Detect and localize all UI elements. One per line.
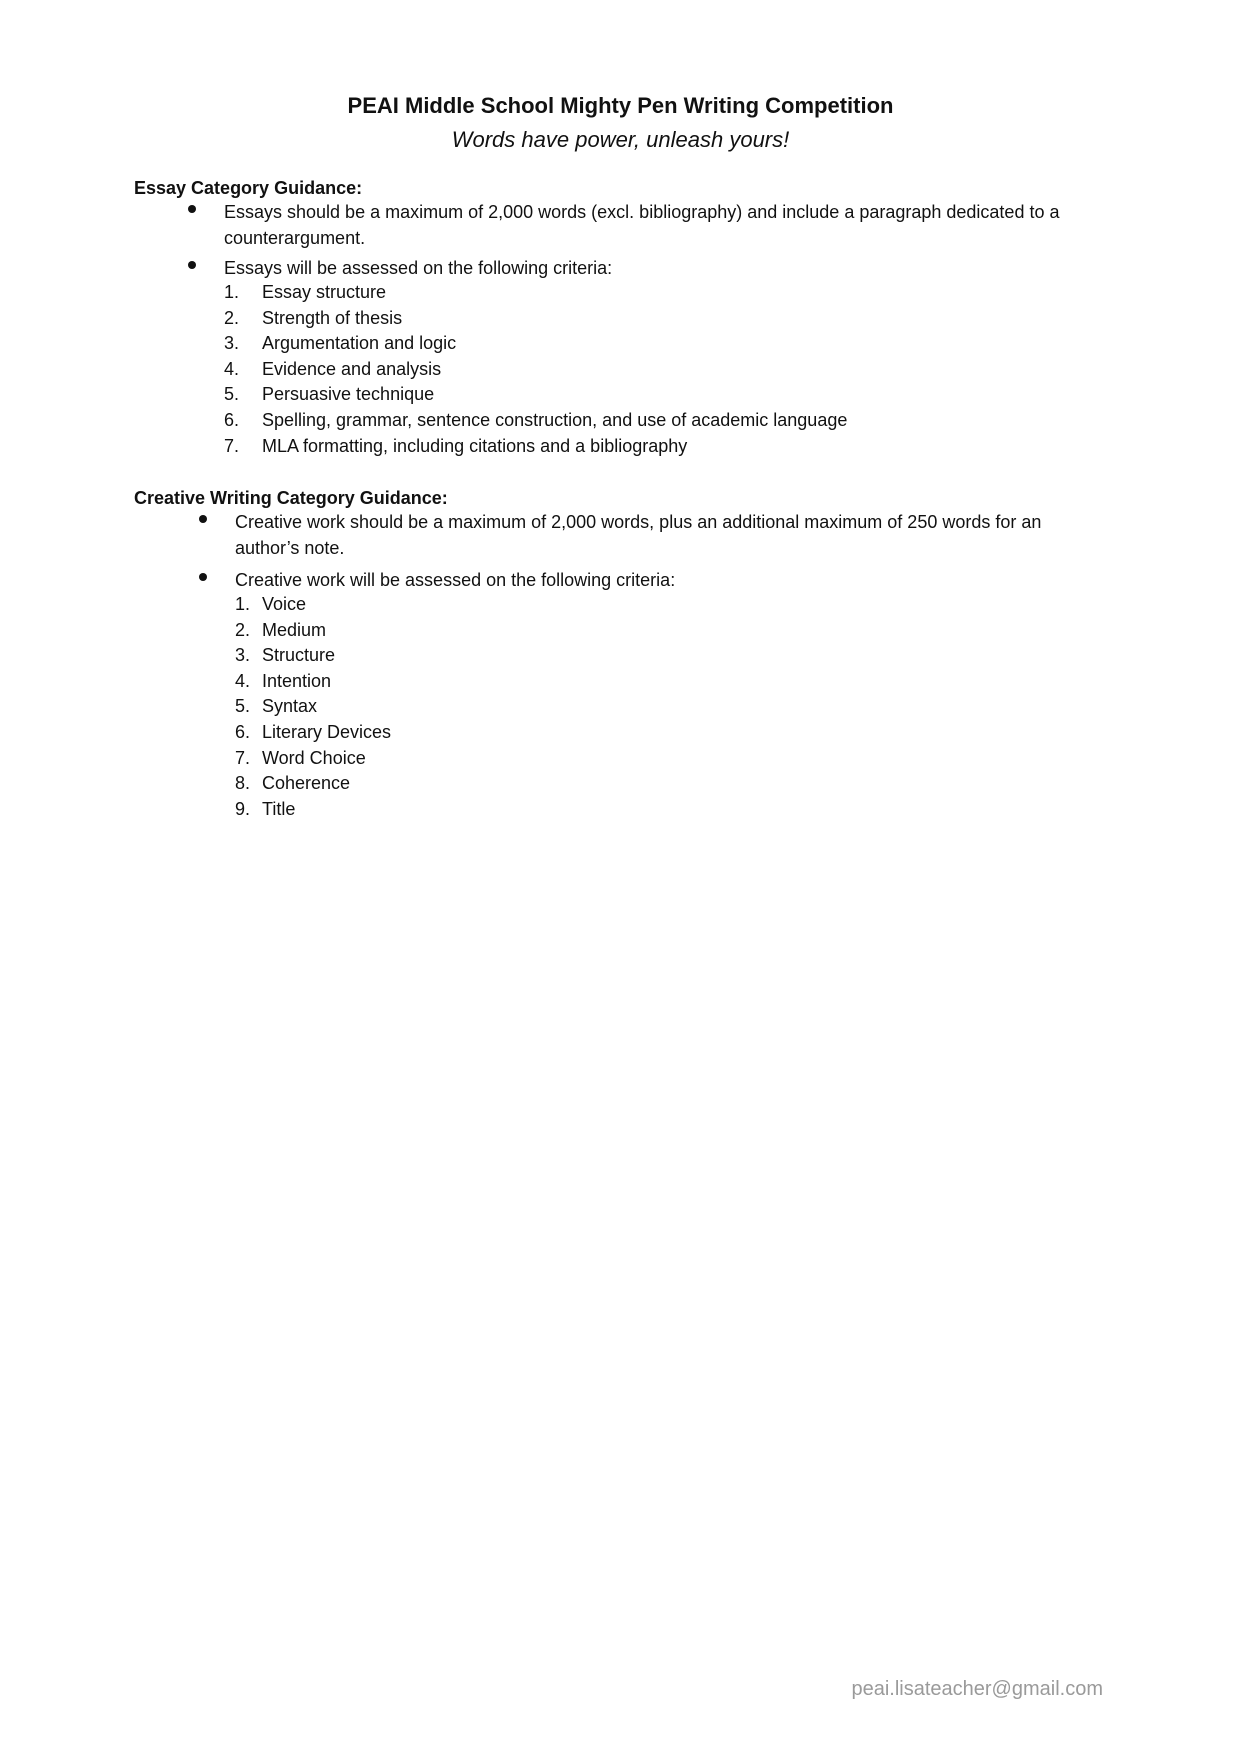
list-number: 5. — [224, 384, 240, 405]
essay-bullet-criteria-intro: Essays will be assessed on the following criteria: — [224, 258, 613, 278]
criterion-label: Syntax — [262, 696, 318, 717]
list-item — [235, 618, 1115, 644]
list-number: 1. — [235, 594, 251, 614]
list-item — [224, 357, 1124, 383]
list-item — [235, 771, 1115, 797]
criterion-label: Argumentation and logic — [262, 333, 457, 354]
list-item — [235, 797, 1115, 823]
criterion-label: Voice — [262, 594, 307, 614]
list-number: 2. — [235, 619, 251, 640]
list-number: 6. — [235, 721, 251, 742]
criterion-label: Spelling, grammar, sentence construction, and use of academic language — [262, 409, 848, 430]
creative-bullet-word-limit: Creative work should be a maximum of 2,000 words, plus an additional maximum of 250 words for an author’s note. — [235, 512, 1042, 558]
footer-email: peai.lisateacher@gmail.com — [851, 1678, 1103, 1700]
list-item — [235, 643, 1115, 669]
list-item — [224, 280, 1124, 306]
bullet-icon — [199, 515, 207, 523]
creative-section-heading: Creative Writing Category Guidance: — [134, 488, 448, 508]
list-item — [224, 382, 1124, 408]
list-number: 8. — [235, 773, 251, 794]
essay-section-heading: Essay Category Guidance: — [134, 178, 363, 198]
list-item — [235, 592, 1115, 618]
list-number: 3. — [224, 333, 240, 354]
list-number: 4. — [235, 670, 251, 691]
list-item — [235, 694, 1115, 720]
list-item — [235, 746, 1115, 772]
criterion-label: Word Choice — [262, 747, 366, 768]
creative-criteria-list — [235, 592, 1115, 822]
bullet-icon — [199, 573, 207, 581]
list-number: 4. — [224, 358, 240, 379]
criterion-label: Medium — [262, 619, 327, 640]
essay-bullet-word-limit: Essays should be a maximum of 2,000 words (excl. bibliography) and include a paragraph dedicated to a counterargument. — [224, 202, 1060, 248]
bullet-icon — [188, 261, 196, 269]
criterion-label: Essay structure — [262, 282, 387, 302]
criterion-label: Persuasive technique — [262, 384, 435, 405]
list-number: 1. — [224, 282, 240, 302]
criterion-label: Structure — [262, 645, 336, 666]
criterion-label: Strength of thesis — [262, 307, 403, 328]
creative-bullet-criteria-intro: Creative work will be assessed on the following criteria: — [235, 570, 676, 590]
criterion-label: Literary Devices — [262, 721, 392, 742]
list-number: 2. — [224, 307, 240, 328]
document-subtitle: Words have power, unleash yours! — [451, 127, 790, 152]
criterion-label: Title — [262, 798, 296, 819]
criterion-label: Evidence and analysis — [262, 358, 442, 379]
list-item — [235, 720, 1115, 746]
criterion-label: Intention — [262, 670, 332, 691]
list-number: 6. — [224, 409, 240, 430]
list-number: 3. — [235, 645, 251, 666]
list-number: 9. — [235, 798, 251, 819]
criterion-label: MLA formatting, including citations and a bibliography — [262, 435, 688, 456]
list-number: 5. — [235, 696, 251, 717]
list-item — [224, 408, 1124, 434]
document-title: PEAI Middle School Mighty Pen Writing Competition — [347, 93, 894, 118]
list-item — [235, 669, 1115, 695]
list-item — [224, 331, 1124, 357]
list-item — [224, 434, 1124, 460]
list-number: 7. — [224, 435, 240, 456]
list-item — [224, 306, 1124, 332]
essay-criteria-list — [224, 280, 1124, 459]
criterion-label: Coherence — [262, 773, 351, 794]
list-number: 7. — [235, 747, 251, 768]
bullet-icon — [188, 205, 196, 213]
